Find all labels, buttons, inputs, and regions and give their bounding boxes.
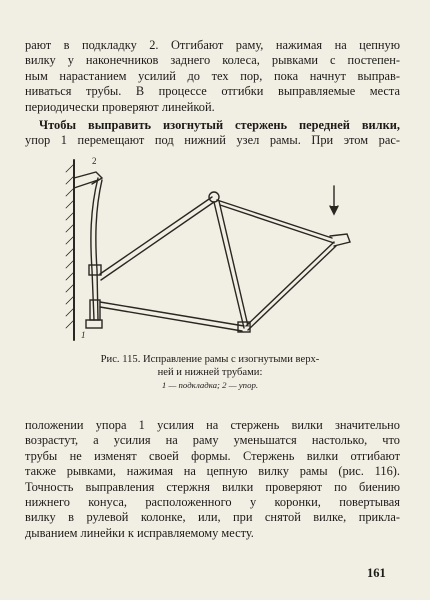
paragraph-1 bbox=[25, 38, 400, 115]
figure-caption bbox=[60, 353, 360, 392]
caption-legend: 1 — подкладка; 2 — упор. bbox=[161, 380, 259, 390]
text-line: вилку в рулевой колонке, или, при снятой вилке, прикла- bbox=[25, 510, 400, 525]
page-number: 161 bbox=[367, 566, 386, 580]
caption-line: ней и нижней трубами: bbox=[157, 367, 263, 378]
text-line: положении упора 1 усилия на стержень вилки значительно bbox=[25, 418, 400, 432]
text-line: ниваться трубы. В процессе отгибки выправляемые места bbox=[25, 84, 400, 99]
frame-straightening-figure bbox=[62, 150, 362, 350]
paragraph-3 bbox=[25, 418, 400, 541]
text-line: упор 1 перемещают под нижний узел рамы. При этом рас- bbox=[25, 133, 400, 148]
text-line: рают в подкладку 2. Отгибают раму, нажимая на цепную bbox=[25, 38, 400, 52]
text-line: ным нарастанием усилий до тех пор, пока начнут выправ- bbox=[25, 68, 400, 83]
text-line: трубы не изменят своей формы. Стержень вилки отгибают bbox=[25, 448, 400, 463]
text-line: вилку у наконечников заднего колеса, рывками с постепен- bbox=[25, 53, 400, 68]
text-line: также рывками, нажимая на цепную вилку рамы (рис. 116). bbox=[25, 464, 400, 479]
text-line: нижнего конуса, расположенного у коронки, повертывая bbox=[25, 495, 400, 510]
callout-1: 1 bbox=[81, 330, 86, 340]
callout-2: 2 bbox=[92, 156, 97, 166]
paragraph-2 bbox=[25, 118, 400, 149]
bicycle-frame-drawing bbox=[62, 150, 362, 350]
text-line: дыванием линейки к исправляемому месту. bbox=[25, 525, 254, 540]
bold-lead: Чтобы выправить изогнутый стержень передней вилки, bbox=[39, 118, 400, 132]
text-line: периодически проверяют линейкой. bbox=[25, 99, 215, 114]
caption-line: Рис. 115. Исправление рамы с изогнутыми верх- bbox=[100, 354, 320, 365]
text-line: возрастут, а усилия на раму уменьшатся настолько, что bbox=[25, 433, 400, 448]
text-line: Точность выправления стержня вилки проверяют по биению bbox=[25, 479, 400, 494]
